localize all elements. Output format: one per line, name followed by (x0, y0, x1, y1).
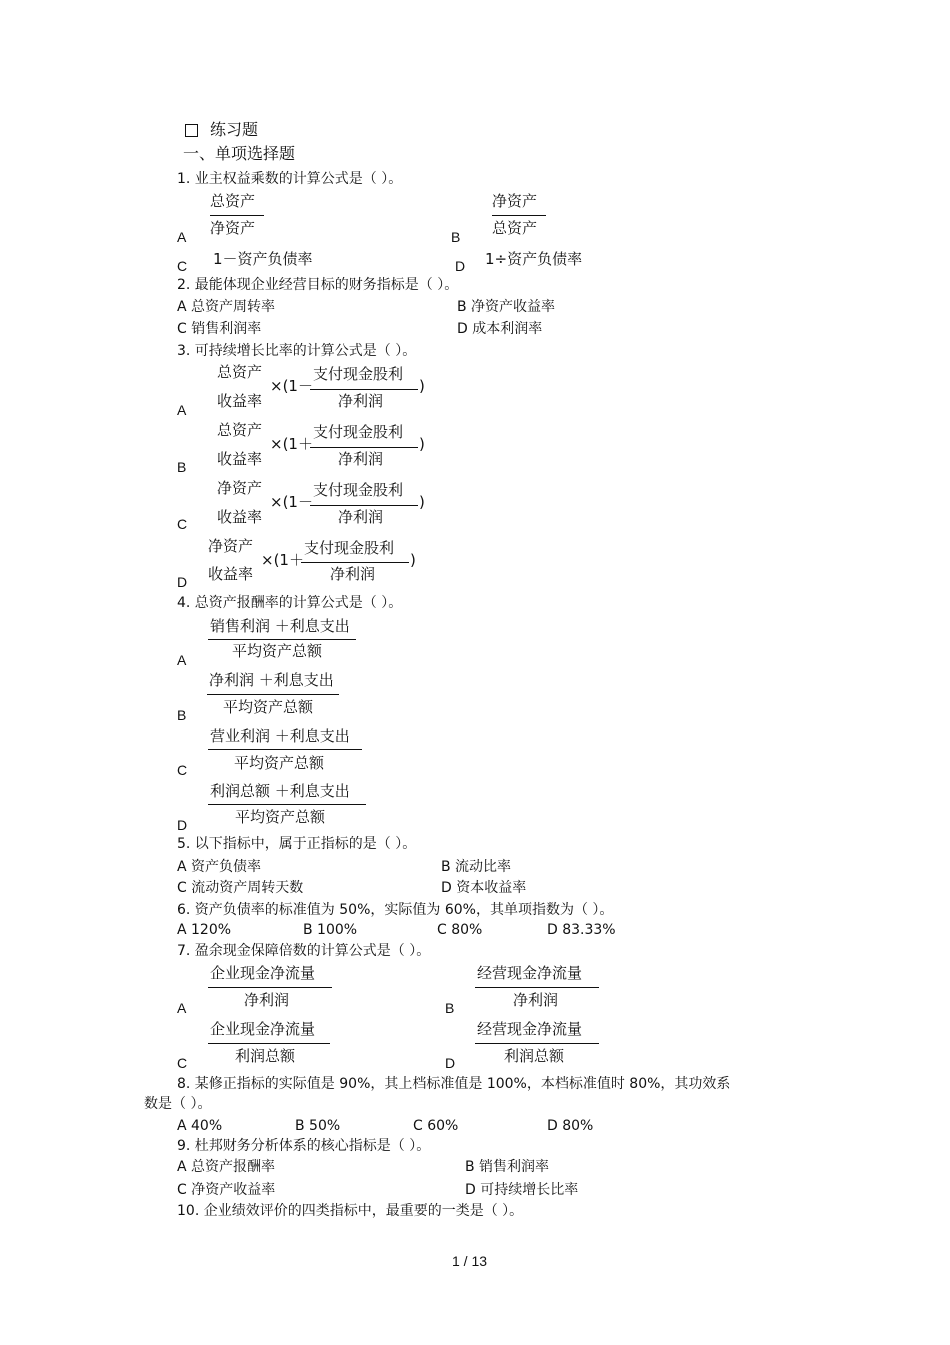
question-4-stem: 4. 总资产报酬率的计算公式是（ ）。 (177, 595, 403, 611)
q6-option-b: B 100% (303, 922, 358, 938)
checkbox-icon (185, 124, 198, 137)
q3-a-bottom: 收益率 (217, 392, 263, 410)
q3-d-denominator: 净利润 (330, 565, 376, 583)
fraction-bar (492, 215, 546, 216)
q6-option-d: D 83.33% (547, 922, 616, 938)
q7-option-c-label: C (177, 1055, 188, 1071)
q7-b-denominator: 净利润 (513, 991, 559, 1009)
q3-option-d-label: D (177, 574, 188, 590)
fraction-bar (301, 562, 409, 563)
q1-option-a-label: A (177, 229, 187, 245)
q3-option-c-label: C (177, 516, 188, 532)
denominator: 总资产 (492, 219, 538, 237)
q6-option-a: A 120% (177, 922, 232, 938)
fraction-bar (310, 447, 418, 448)
q3-b-numerator: 支付现金股利 (313, 423, 404, 441)
q8-option-a: A 40% (177, 1118, 223, 1134)
fraction-bar (310, 389, 418, 390)
q3-c-denominator: 净利润 (338, 508, 384, 526)
q7-a-denominator: 净利润 (244, 991, 290, 1009)
q4-option-a-label: A (177, 652, 187, 668)
q9-option-b: B 销售利润率 (465, 1159, 550, 1175)
question-6-stem: 6. 资产负债率的标准值为 50%，实际值为 60%，其单项指数为（ ）。 (177, 902, 614, 918)
q3-d-numerator: 支付现金股利 (304, 539, 395, 557)
q3-b-operator: ×(1＋ (270, 435, 313, 453)
q8-option-d: D 80% (547, 1118, 594, 1134)
q5-option-b: B 流动比率 (441, 859, 512, 875)
q3-d-close: ) (410, 551, 416, 569)
fraction-bar (475, 1043, 599, 1044)
q3-a-operator: ×(1－ (270, 377, 313, 395)
q8-option-b: B 50% (295, 1118, 341, 1134)
fraction-bar (475, 987, 599, 988)
q4-option-b-label: B (177, 707, 187, 723)
part-title: 一、单项选择题 (183, 144, 296, 163)
q3-c-bottom: 收益率 (217, 508, 263, 526)
q3-d-operator: ×(1＋ (261, 551, 304, 569)
q6-option-c: C 80% (437, 922, 483, 938)
question-9-stem: 9. 杜邦财务分析体系的核心指标是（ ）。 (177, 1138, 431, 1154)
q7-d-denominator: 利润总额 (504, 1047, 565, 1065)
q7-c-numerator: 企业现金净流量 (210, 1020, 316, 1038)
question-1-stem: 1. 业主权益乘数的计算公式是（ ）。 (177, 171, 403, 187)
q4-d-numerator: 利润总额 ＋利息支出 (210, 782, 350, 800)
q4-option-c-label: C (177, 762, 188, 778)
fraction-bar (208, 804, 366, 805)
q3-d-bottom: 收益率 (208, 565, 254, 583)
q3-b-bottom: 收益率 (217, 450, 263, 468)
fraction-bar (208, 749, 362, 750)
q9-option-d: D 可持续增长比率 (465, 1182, 579, 1198)
q3-a-denominator: 净利润 (338, 392, 384, 410)
q8-option-c: C 60% (413, 1118, 459, 1134)
q2-option-d: D 成本利润率 (457, 321, 543, 337)
q7-b-numerator: 经营现金净流量 (477, 964, 583, 982)
q3-c-close: ) (419, 493, 425, 511)
denominator: 净资产 (210, 219, 256, 237)
q4-d-denominator: 平均资产总额 (235, 808, 326, 826)
numerator: 总资产 (210, 192, 256, 210)
fraction-bar (208, 1043, 330, 1044)
q1-option-d-text: 1÷资产负债率 (485, 250, 583, 268)
q1-option-c-label: C (177, 258, 188, 274)
question-2-stem: 2. 最能体现企业经营目标的财务指标是（ ）。 (177, 277, 459, 293)
q3-b-denominator: 净利润 (338, 450, 384, 468)
q4-b-denominator: 平均资产总额 (223, 698, 314, 716)
q4-c-denominator: 平均资产总额 (234, 754, 325, 772)
q1-option-c-text: 1－资产负债率 (213, 250, 313, 268)
q3-c-top: 净资产 (217, 479, 263, 497)
q4-a-numerator: 销售利润 ＋利息支出 (210, 617, 350, 635)
fraction-bar (208, 639, 356, 640)
q2-option-b: B 净资产收益率 (457, 299, 556, 315)
q2-option-c: C 销售利润率 (177, 321, 262, 337)
q7-a-numerator: 企业现金净流量 (210, 964, 316, 982)
numerator: 净资产 (492, 192, 538, 210)
question-3-stem: 3. 可持续增长比率的计算公式是（ ）。 (177, 343, 417, 359)
q9-option-c: C 净资产收益率 (177, 1182, 276, 1198)
q4-c-numerator: 营业利润 ＋利息支出 (210, 727, 350, 745)
q3-a-numerator: 支付现金股利 (313, 365, 404, 383)
q1-option-b-label: B (451, 229, 461, 245)
q5-option-c: C 流动资产周转天数 (177, 880, 304, 896)
fraction-bar (208, 987, 332, 988)
section-title: 练习题 (210, 120, 259, 139)
q3-d-top: 净资产 (208, 537, 254, 555)
fraction-bar (210, 215, 264, 216)
q4-option-d-label: D (177, 817, 188, 833)
q3-b-top: 总资产 (217, 421, 263, 439)
page-number: 1 / 13 (452, 1253, 488, 1269)
question-8-stem-cont: 数是（ ）。 (144, 1096, 212, 1112)
q4-b-numerator: 净利润 ＋利息支出 (209, 671, 334, 689)
q1-option-d-label: D (455, 258, 466, 274)
q7-option-a-label: A (177, 1000, 187, 1016)
q3-c-operator: ×(1－ (270, 493, 313, 511)
q7-c-denominator: 利润总额 (235, 1047, 296, 1065)
q3-option-a-label: A (177, 402, 187, 418)
q3-option-b-label: B (177, 459, 187, 475)
q9-option-a: A 总资产报酬率 (177, 1159, 276, 1175)
q5-option-a: A 资产负债率 (177, 859, 262, 875)
fraction-bar (310, 505, 418, 506)
q3-a-close: ) (419, 377, 425, 395)
q7-d-numerator: 经营现金净流量 (477, 1020, 583, 1038)
q4-a-denominator: 平均资产总额 (232, 642, 323, 660)
q5-option-d: D 资本收益率 (441, 880, 527, 896)
question-10-stem: 10. 企业绩效评价的四类指标中，最重要的一类是（ ）。 (177, 1203, 524, 1219)
fraction-bar (207, 694, 339, 695)
q7-option-d-label: D (445, 1055, 456, 1071)
q3-c-numerator: 支付现金股利 (313, 481, 404, 499)
question-7-stem: 7. 盈余现金保障倍数的计算公式是（ ）。 (177, 943, 431, 959)
q2-option-a: A 总资产周转率 (177, 299, 276, 315)
question-8-stem: 8. 某修正指标的实际值是 90%，其上档标准值是 100%，本档标准值时 80%，其功效系 (177, 1076, 731, 1092)
question-5-stem: 5. 以下指标中，属于正指标的是（ ）。 (177, 836, 417, 852)
q3-a-top: 总资产 (217, 363, 263, 381)
q3-b-close: ) (419, 435, 425, 453)
q7-option-b-label: B (445, 1000, 455, 1016)
